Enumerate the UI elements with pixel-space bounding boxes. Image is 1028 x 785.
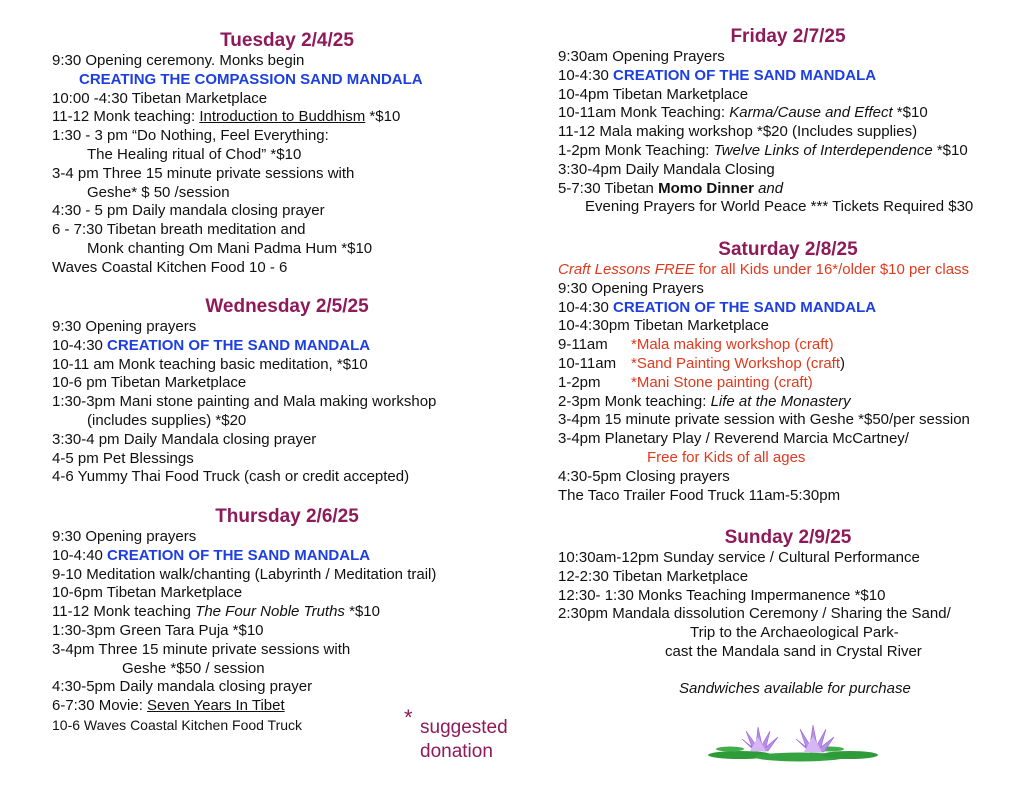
schedule-line: 4:30 - 5 pm Daily mandala closing prayer xyxy=(52,202,325,220)
schedule-line: The Healing ritual of Chod” *$10 xyxy=(87,145,302,163)
schedule-line: 11-12 Monk teaching The Four Noble Truths *$10 xyxy=(52,603,380,621)
teaching-title: Life at the Monastery xyxy=(710,392,851,410)
schedule-line: 3:30-4 pm Daily Mandala closing prayer xyxy=(52,430,317,448)
mandala-highlight: CREATION OF THE SAND MANDALA xyxy=(107,546,371,564)
day-title: Tuesday 2/4/25 xyxy=(220,30,354,51)
schedule-line: 11-12 Mala making workshop *$20 (Includes supplies) xyxy=(558,123,918,141)
schedule-line: 3-4 pm Three 15 minute private sessions with xyxy=(52,164,355,182)
day-title: Friday 2/7/25 xyxy=(730,26,846,47)
day-tuesday xyxy=(52,30,522,278)
schedule-line: 10-4pm Tibetan Marketplace xyxy=(558,85,749,103)
schedule-line: 9-10 Meditation walk/chanting (Labyrinth / Meditation trail) xyxy=(52,565,437,583)
note-line: donation xyxy=(420,741,493,762)
schedule-line: 3-4pm Planetary Play / Reverend Marcia McCartney/ xyxy=(558,430,909,448)
schedule-line: 2:30pm Mandala dissolution Ceremony / Sharing the Sand/ xyxy=(558,605,951,623)
schedule-line: 10-6 pm Tibetan Marketplace xyxy=(52,374,247,392)
schedule-line: 5-7:30 Tibetan Momo Dinner and xyxy=(558,179,784,197)
schedule-line: 9:30 Opening prayers xyxy=(52,528,197,545)
schedule-line: 4-5 pm Pet Blessings xyxy=(52,449,194,467)
schedule-line: Monk chanting Om Mani Padma Hum *$10 xyxy=(87,239,373,257)
schedule-line: 10:30am-12pm Sunday service / Cultural Performance xyxy=(558,549,920,566)
day-title: Saturday 2/8/25 xyxy=(718,239,858,260)
schedule-line: (includes supplies) *$20 xyxy=(87,411,247,429)
schedule-line: 4-6 Yummy Thai Food Truck (cash or credit accepted) xyxy=(52,468,410,486)
schedule-line: 1-2pm *Mani Stone painting (craft) xyxy=(558,373,813,391)
kids-craft-notice: Craft Lessons FREE for all Kids under 16*/older $10 per class xyxy=(558,261,970,278)
craft-item: *Mala making workshop (craft) xyxy=(631,336,834,354)
schedule-line: 12-2:30 Tibetan Marketplace xyxy=(558,567,749,585)
schedule-line: 10-4:30pm Tibetan Marketplace xyxy=(558,317,769,335)
schedule-line: 11-12 Monk teaching: Introduction to Buddhism *$10 xyxy=(52,108,401,126)
schedule-line: Waves Coastal Kitchen Food 10 - 6 xyxy=(52,258,288,276)
day-saturday xyxy=(558,239,1018,505)
schedule-line: Evening Prayers for World Peace *** Tickets Required $30 xyxy=(585,198,974,216)
craft-item: *Sand Painting Workshop (craft xyxy=(631,354,840,372)
schedule-line: 6-7:30 Movie: Seven Years In Tibet xyxy=(52,697,285,715)
schedule-line: 9:30 Opening prayers xyxy=(52,318,197,335)
schedule-line: 10-11am *Sand Painting Workshop (craft) xyxy=(558,354,845,372)
schedule-line: 10-11 am Monk teaching basic meditation, *$10 xyxy=(52,355,368,373)
schedule-line: 1:30-3pm Mani stone painting and Mala making workshop xyxy=(52,393,437,411)
dinner-title: Momo Dinner xyxy=(658,179,754,197)
schedule-line: 2-3pm Monk teaching: Life at the Monastery xyxy=(558,392,851,410)
mandala-highlight: CREATION OF THE SAND MANDALA xyxy=(613,66,877,84)
craft-item: *Mani Stone painting (craft) xyxy=(631,373,813,391)
schedule-line: 9-11am *Mala making workshop (craft) xyxy=(558,336,834,354)
schedule-line: 4:30-5pm Closing prayers xyxy=(558,467,730,485)
schedule-line: 10-11am Monk Teaching: Karma/Cause and Effect *$10 xyxy=(558,104,928,122)
schedule-line: 10-4:30 CREATION OF THE SAND MANDALA xyxy=(558,66,877,84)
day-title: Wednesday 2/5/25 xyxy=(205,296,369,317)
schedule-line: 10-4:30 CREATION OF THE SAND MANDALA xyxy=(52,336,371,354)
schedule-line: 3-4pm Three 15 minute private sessions with xyxy=(52,640,351,658)
schedule-line: 10-6 Waves Coastal Kitchen Food Truck xyxy=(52,716,303,733)
asterisk-icon: * xyxy=(404,705,413,730)
day-title: Thursday 2/6/25 xyxy=(215,506,359,527)
mandala-highlight: CREATION OF THE SAND MANDALA xyxy=(613,298,877,316)
teaching-title: Karma/Cause and Effect xyxy=(729,104,893,122)
day-title: Sunday 2/9/25 xyxy=(724,527,852,548)
teaching-title: Introduction to Buddhism xyxy=(199,108,366,126)
schedule-line: Geshe* $ 50 /session xyxy=(87,183,230,201)
movie-title: Seven Years In Tibet xyxy=(147,697,285,715)
day-friday xyxy=(558,26,1018,217)
day-sunday xyxy=(558,527,1018,699)
mandala-highlight: CREATION OF THE SAND MANDALA xyxy=(107,336,371,354)
schedule-line: 1:30 - 3 pm “Do Nothing, Feel Everything: xyxy=(52,127,329,145)
schedule-line: 10:00 -4:30 Tibetan Marketplace xyxy=(52,89,268,107)
note-line: suggested xyxy=(420,717,508,738)
schedule-line: The Taco Trailer Food Truck 11am-5:30pm xyxy=(558,486,841,504)
suggested-donation-note xyxy=(404,706,508,764)
schedule-line: 10-4:30 CREATION OF THE SAND MANDALA xyxy=(558,298,877,316)
kids-free-notice: Free for Kids of all ages xyxy=(647,448,806,466)
day-thursday xyxy=(52,506,522,735)
schedule-line: 1-2pm Monk Teaching: Twelve Links of Interdependence *$10 xyxy=(558,141,968,159)
lotus-flowers-icon xyxy=(700,725,880,765)
schedule-line: 1:30-3pm Green Tara Puja *$10 xyxy=(52,621,264,639)
schedule-line: Geshe *$50 / session xyxy=(122,659,265,677)
mandala-highlight: CREATING THE COMPASSION SAND MANDALA xyxy=(79,70,423,88)
schedule-line: 6 - 7:30 Tibetan breath meditation and xyxy=(52,221,306,239)
schedule-line: cast the Mandala sand in Crystal River xyxy=(665,642,922,660)
schedule-line: 10-4:40 CREATION OF THE SAND MANDALA xyxy=(52,546,371,564)
schedule-line: 9:30 Opening Prayers xyxy=(558,279,704,297)
schedule-line: 10-6pm Tibetan Marketplace xyxy=(52,584,243,602)
schedule-line: 3:30-4pm Daily Mandala Closing xyxy=(558,160,775,178)
schedule-line: 12:30- 1:30 Monks Teaching Impermanence *$10 xyxy=(558,586,886,604)
schedule-line: 3-4pm 15 minute private session with Geshe *$50/per session xyxy=(558,411,970,429)
day-wednesday xyxy=(52,296,522,487)
teaching-title: Twelve Links of Interdependence xyxy=(713,141,933,159)
schedule-line: 9:30am Opening Prayers xyxy=(558,48,725,65)
sandwiches-note: Sandwiches available for purchase xyxy=(679,679,911,697)
teaching-title: The Four Noble Truths xyxy=(195,603,345,621)
schedule-line: 9:30 Opening ceremony. Monks begin xyxy=(52,52,305,69)
schedule-line: 4:30-5pm Daily mandala closing prayer xyxy=(52,678,313,696)
schedule-line: Trip to the Archaeological Park- xyxy=(690,624,899,642)
